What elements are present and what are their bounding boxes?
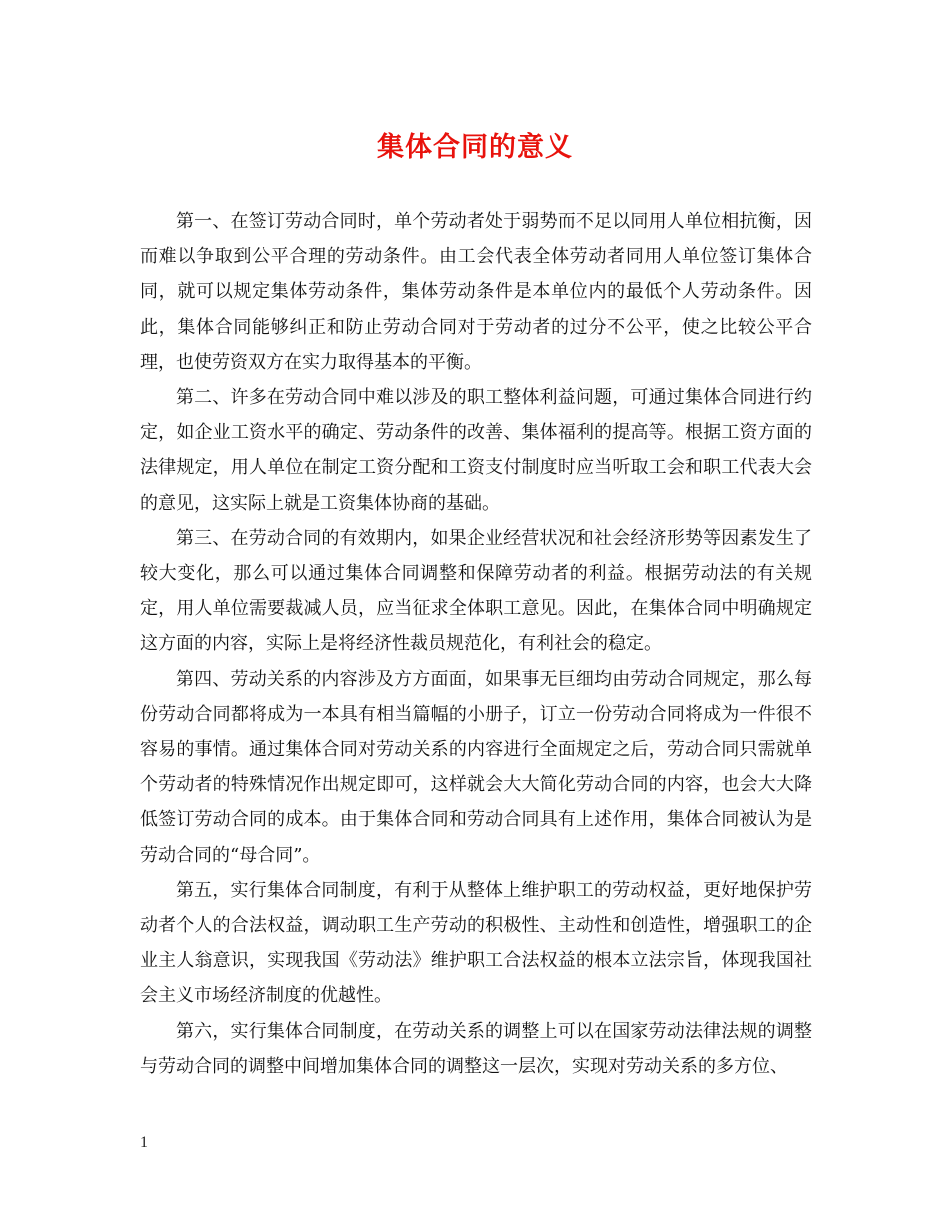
paragraph-1: 第一、在签订劳动合同时，单个劳动者处于弱势而不足以同用人单位相抗衡，因而难以争取到公平合理的劳动条件。由工会代表全体劳动者同用人单位签订集体合同，就可以规定集体劳动条件，集体劳动条件是本单位内的最低个人劳动条件。因此，集体合同能够纠正和防止劳动合同对于劳动者的过分不公平，使之比较公平合理，也使劳资双方在实力取得基本的平衡。 xyxy=(140,211,812,373)
paragraph-2: 第二、许多在劳动合同中难以涉及的职工整体利益问题，可通过集体合同进行约定，如企业工资水平的确定、劳动条件的改善、集体福利的提高等。根据工资方面的法律规定，用人单位在制定工资分配和工资支付制度时应当听取工会和职工代表大会的意见，这实际上就是工资集体协商的基础。 xyxy=(140,387,812,514)
page-number: 1 xyxy=(140,1134,148,1151)
document-title: 集体合同的意义 xyxy=(377,132,573,163)
paragraph-3: 第三、在劳动合同的有效期内，如果企业经营状况和社会经济形势等因素发生了较大变化，那么可以通过集体合同调整和保障劳动者的利益。根据劳动法的有关规定，用人单位需要裁减人员，应当征求全体职工意见。因此，在集体合同中明确规定这方面的内容，实际上是将经济性裁员规范化，有利社会的稳定。 xyxy=(140,527,812,655)
paragraph-5: 第五，实行集体合同制度，有利于从整体上维护职工的劳动权益，更好地保护劳动者个人的合法权益，调动职工生产劳动的积极性、主动性和创造性，增强职工的企业主人翁意识，实现我国《劳动法》维护职工合法权益的根本立法宗旨，体现我国社会主义市场经济制度的优越性。 xyxy=(140,879,812,1007)
paragraph-6: 第六，实行集体合同制度，在劳动关系的调整上可以在国家劳动法律法规的调整与劳动合同的调整中间增加集体合同的调整这一层次，实现对劳动关系的多方位、 xyxy=(140,1020,812,1077)
paragraph-4: 第四、劳动关系的内容涉及方方面面，如果事无巨细均由劳动合同规定，那么每份劳动合同都将成为一本具有相当篇幅的小册子，订立一份劳动合同将成为一件很不容易的事情。通过集体合同对劳动关系的内容进行全面规定之后，劳动合同只需就单个劳动者的特殊情况作出规定即可，这样就会大大简化劳动合同的内容，也会大大降低签订劳动合同的成本。由于集体合同和劳动合同具有上述作用，集体合同被认为是劳动合同的“母合同”。 xyxy=(140,668,812,866)
document-body xyxy=(140,204,812,1084)
